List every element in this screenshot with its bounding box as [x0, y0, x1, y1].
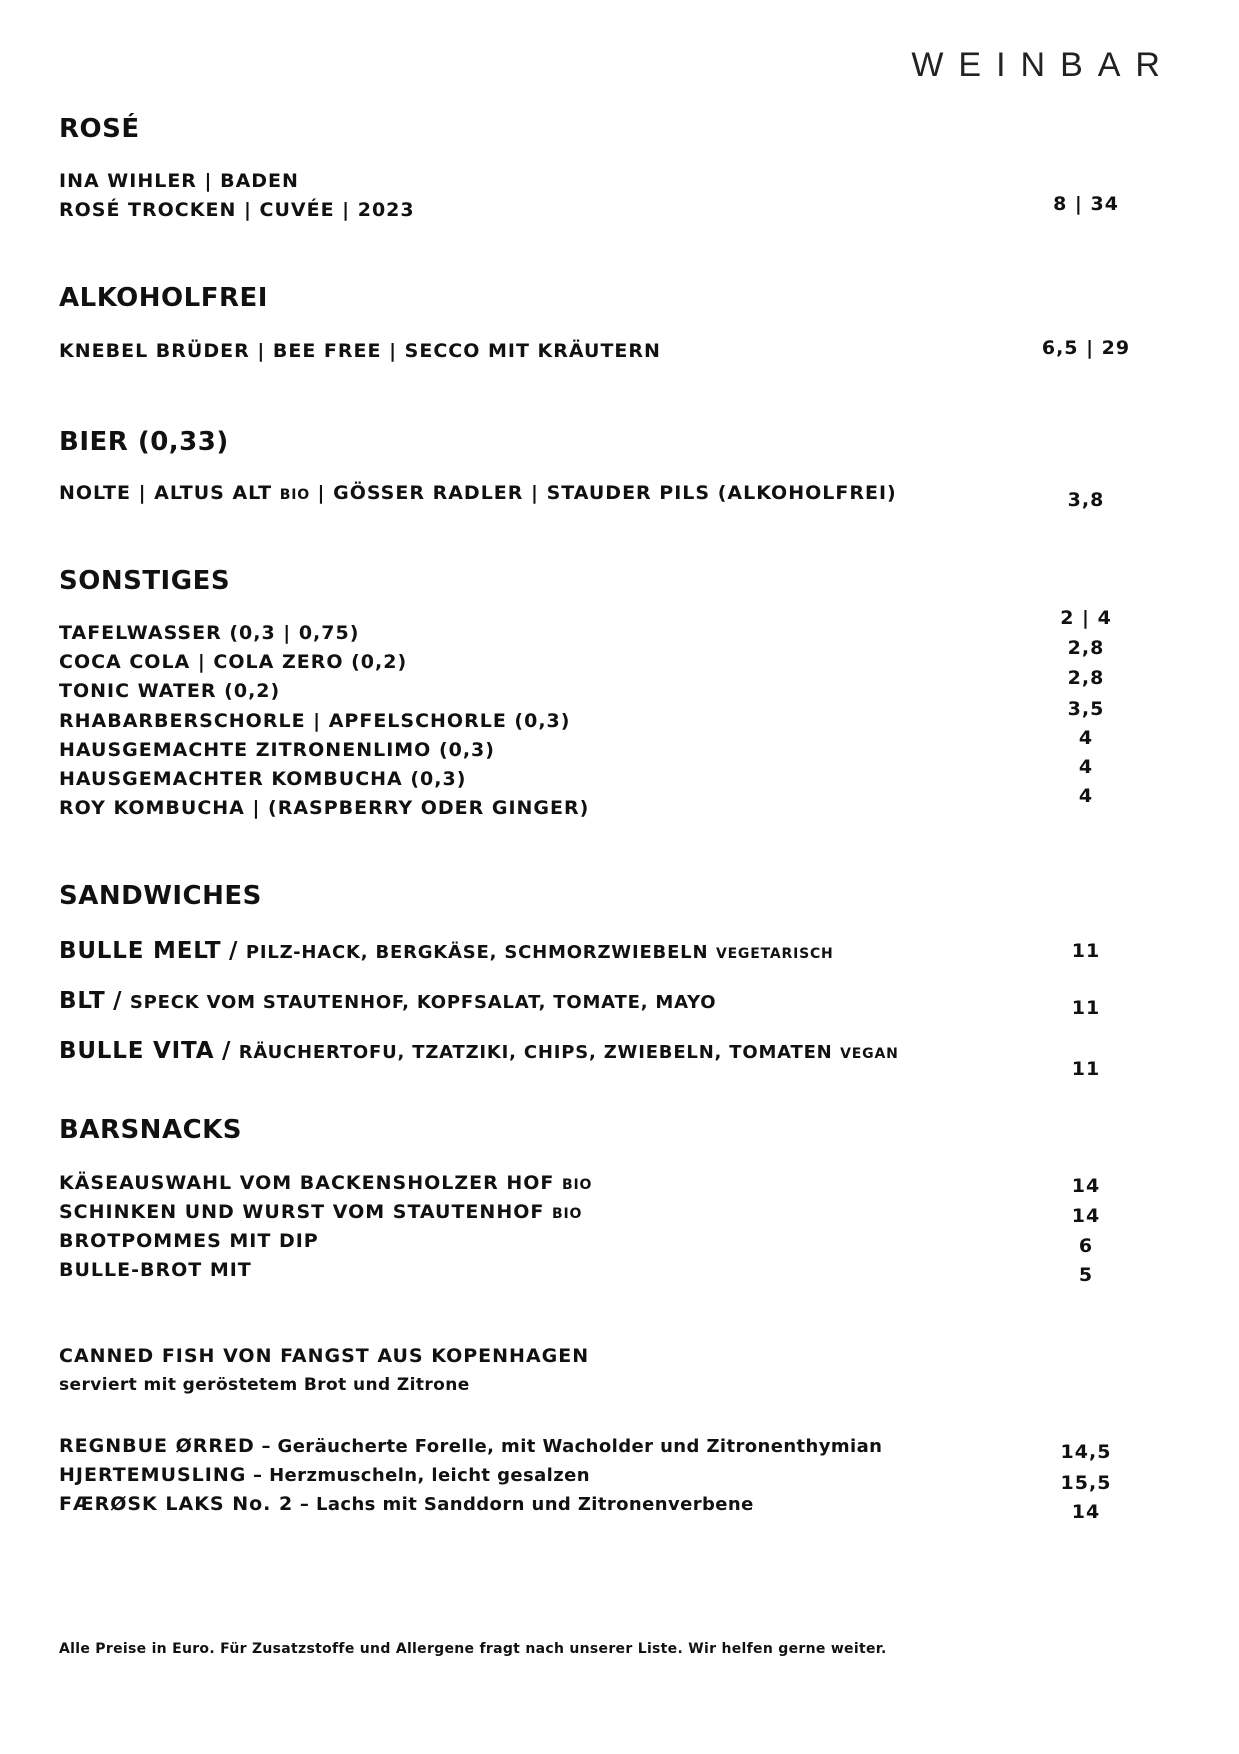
bier-item-part-b: | GÖSSER RADLER | STAUDER PILS (ALKOHOLFREI): [317, 482, 897, 504]
fish-description: – Lachs mit Sanddorn und Zitronenverbene: [293, 1494, 754, 1515]
list-item-price: 2,8: [1067, 667, 1105, 689]
sandwich-item: [59, 938, 834, 964]
fish-price: 14,5: [1060, 1441, 1112, 1463]
sandwich-name: BULLE MELT: [59, 938, 222, 964]
bier-bio-tag: BIO: [279, 487, 310, 503]
list-item: TAFELWASSER (0,3 | 0,75): [59, 622, 360, 644]
brand-logo: WEINBAR: [911, 46, 1175, 84]
canned-fish-title: CANNED FISH VON FANGST AUS KOPENHAGEN: [59, 1345, 590, 1367]
bier-item-part-a: NOLTE | ALTUS ALT: [59, 482, 273, 504]
sandwich-item: [59, 1038, 899, 1064]
snack-price: 14: [1071, 1175, 1101, 1197]
sandwich-separator: /: [229, 938, 239, 964]
snack-item: [59, 1172, 592, 1194]
rose-producer: INA WIHLER | BADEN: [59, 170, 299, 192]
section-title-alkoholfrei: ALKOHOLFREI: [59, 283, 268, 313]
list-item-price: 3,5: [1067, 698, 1105, 720]
sandwich-item: [59, 988, 716, 1014]
snack-name: BROTPOMMES MIT DIP: [59, 1230, 319, 1252]
sandwich-description: SPECK VOM STAUTENHOF, KOPFSALAT, TOMATE, MAYO: [129, 992, 717, 1013]
fish-price: 14: [1071, 1501, 1101, 1523]
list-item: HAUSGEMACHTE ZITRONENLIMO (0,3): [59, 739, 495, 761]
snack-item: [59, 1201, 582, 1223]
snack-tag: BIO: [551, 1206, 583, 1222]
snack-name: KÄSEAUSWAHL VOM BACKENSHOLZER HOF: [59, 1172, 555, 1194]
sandwich-separator: /: [113, 988, 123, 1014]
bier-price: 3,8: [1067, 489, 1105, 511]
snack-item: [59, 1259, 252, 1281]
alkoholfrei-price: 6,5 | 29: [1041, 337, 1131, 359]
canned-fish-subtitle: serviert mit geröstetem Brot und Zitrone: [59, 1375, 470, 1395]
fish-price: 15,5: [1060, 1472, 1112, 1494]
snack-tag: BIO: [562, 1177, 593, 1193]
alkoholfrei-item: KNEBEL BRÜDER | BEE FREE | SECCO MIT KRÄUTERN: [59, 340, 661, 362]
list-item-price: 4: [1078, 727, 1094, 749]
fish-name: FÆRØSK LAKS No. 2: [59, 1493, 294, 1515]
bier-item: [59, 482, 897, 504]
fish-item: [59, 1493, 754, 1515]
rose-price: 8 | 34: [1053, 193, 1119, 215]
section-title-bier: BIER (0,33): [59, 427, 229, 457]
list-item: COCA COLA | COLA ZERO (0,2): [59, 651, 408, 673]
list-item-price: 2 | 4: [1060, 607, 1112, 629]
sandwich-tag: VEGAN: [840, 1046, 899, 1062]
fish-name: HJERTEMUSLING: [59, 1464, 247, 1486]
sandwich-name: BULLE VITA: [59, 1038, 215, 1064]
sandwich-name: BLT: [59, 988, 106, 1014]
sandwich-price: 11: [1071, 997, 1101, 1019]
sandwich-description: PILZ-HACK, BERGKÄSE, SCHMORZWIEBELN: [245, 942, 709, 963]
snack-name: BULLE-BROT MIT: [59, 1259, 252, 1281]
section-title-rose: ROSÉ: [59, 114, 140, 144]
sandwich-price: 11: [1071, 940, 1101, 962]
sandwich-tag: VEGETARISCH: [715, 946, 834, 962]
list-item: TONIC WATER (0,2): [59, 680, 281, 702]
snack-price: 6: [1078, 1235, 1094, 1257]
list-item-price: 4: [1078, 785, 1094, 807]
snack-price: 14: [1071, 1205, 1101, 1227]
snack-item: [59, 1230, 319, 1252]
fish-item: [59, 1435, 882, 1457]
list-item-price: 4: [1078, 756, 1094, 778]
fish-description: – Geräucherte Forelle, mit Wacholder und Zitronenthymian: [254, 1436, 883, 1457]
rose-wine: ROSÉ TROCKEN | CUVÉE | 2023: [59, 199, 415, 221]
list-item-price: 2,8: [1067, 637, 1105, 659]
list-item: RHABARBERSCHORLE | APFELSCHORLE (0,3): [59, 710, 571, 732]
list-item: ROY KOMBUCHA | (RASPBERRY ODER GINGER): [59, 797, 590, 819]
fish-description: – Herzmuscheln, leicht gesalzen: [246, 1465, 590, 1486]
section-title-sandwiches: SANDWICHES: [59, 881, 262, 911]
sandwich-description: RÄUCHERTOFU, TZATZIKI, CHIPS, ZWIEBELN, TOMATEN: [238, 1042, 833, 1063]
list-item: HAUSGEMACHTER KOMBUCHA (0,3): [59, 768, 467, 790]
sandwich-separator: /: [221, 1038, 232, 1064]
section-title-barsnacks: BARSNACKS: [59, 1115, 243, 1145]
sandwich-price: 11: [1071, 1058, 1101, 1080]
fish-item: [59, 1464, 590, 1486]
snack-price: 5: [1078, 1264, 1094, 1286]
section-title-sonstiges: SONSTIGES: [59, 566, 231, 596]
footer-note: Alle Preise in Euro. Für Zusatzstoffe und Allergene fragt nach unserer Liste. Wir helfen gerne weiter.: [59, 1641, 887, 1657]
fish-name: REGNBUE ØRRED: [59, 1435, 255, 1457]
snack-name: SCHINKEN UND WURST VOM STAUTENHOF: [59, 1201, 545, 1223]
